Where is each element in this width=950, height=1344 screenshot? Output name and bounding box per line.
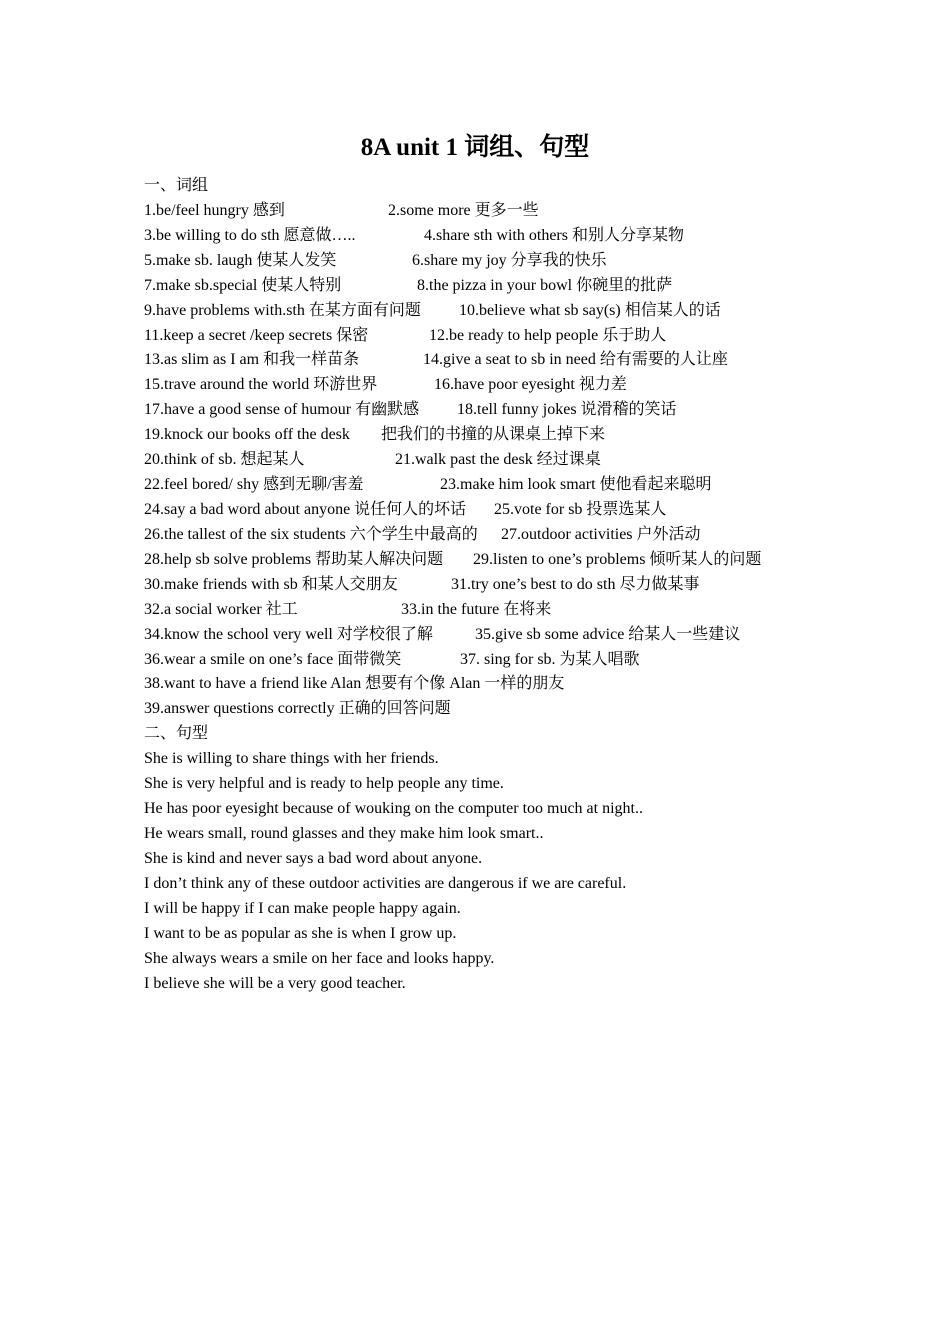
phrase-item: 把我们的书撞的从课桌上掉下来: [381, 426, 606, 444]
phrase-item: 7.make sb.special 使某人特别: [144, 276, 342, 294]
phrase-row: [144, 299, 864, 324]
phrase-item: 1.be/feel hungry 感到: [144, 201, 285, 219]
phrase-row: [144, 672, 864, 697]
phrase-item: 2.some more 更多一些: [388, 201, 539, 219]
phrase-item: 4.share sth with others 和别人分享某物: [424, 226, 684, 244]
sentence-item: He has poor eyesight because of wouking on the computer too much at night..: [144, 800, 643, 818]
document-body: [144, 174, 864, 996]
sentence-list: [144, 747, 864, 996]
section-heading-sentences: 二、句型: [144, 725, 209, 743]
phrase-row: [144, 249, 864, 274]
phrase-row: [144, 324, 864, 349]
phrase-item: 21.walk past the desk 经过课桌: [395, 451, 601, 469]
phrase-row: [144, 199, 864, 224]
phrase-item: 27.outdoor activities 户外活动: [501, 525, 701, 543]
sentence-item: She always wears a smile on her face and looks happy.: [144, 949, 495, 967]
phrase-row: [144, 548, 864, 573]
phrase-item: 17.have a good sense of humour 有幽默感: [144, 401, 420, 419]
phrase-item: 22.feel bored/ shy 感到无聊/害羞: [144, 476, 364, 494]
phrase-row: [144, 523, 864, 548]
phrase-item: 10.believe what sb say(s) 相信某人的话: [459, 301, 721, 319]
sentence-item: He wears small, round glasses and they make him look smart..: [144, 824, 544, 842]
phrase-row: [144, 274, 864, 299]
phrase-item: 5.make sb. laugh 使某人发笑: [144, 251, 337, 269]
phrase-row: [144, 498, 864, 523]
phrase-list: [144, 199, 864, 722]
sentence-item: I believe she will be a very good teacher.: [144, 974, 406, 992]
phrase-item: 12.be ready to help people 乐于助人: [429, 326, 667, 344]
phrase-item: 34.know the school very well 对学校很了解: [144, 625, 433, 643]
phrase-item: 29.listen to one’s problems 倾听某人的问题: [473, 550, 762, 568]
phrase-item: 25.vote for sb 投票选某人: [494, 500, 667, 518]
phrase-item: 13.as slim as I am 和我一样苗条: [144, 351, 360, 369]
page-title: 8A unit 1 词组、句型: [360, 134, 590, 161]
phrase-item: 11.keep a secret /keep secrets 保密: [144, 326, 369, 344]
phrase-row: [144, 224, 864, 249]
sentence-item: She is very helpful and is ready to help people any time.: [144, 775, 504, 793]
phrase-item: 38.want to have a friend like Alan 想要有个像 Alan 一样的朋友: [144, 675, 565, 693]
phrase-item: 8.the pizza in your bowl 你碗里的批萨: [417, 276, 673, 294]
phrase-row: [144, 448, 864, 473]
section-heading-phrases: 一、词组: [144, 177, 209, 194]
phrase-item: 36.wear a smile on one’s face 面带微笑: [144, 650, 402, 668]
phrase-item: 39.answer questions correctly 正确的回答问题: [144, 700, 451, 718]
phrase-item: 23.make him look smart 使他看起来聪明: [440, 476, 712, 494]
sentence-item: She is kind and never says a bad word about anyone.: [144, 849, 483, 867]
phrase-item: 28.help sb solve problems 帮助某人解决问题: [144, 550, 444, 568]
phrase-item: 30.make friends with sb 和某人交朋友: [144, 575, 398, 593]
phrase-row: [144, 473, 864, 498]
phrase-row: [144, 348, 864, 373]
phrase-item: 9.have problems with.sth 在某方面有问题: [144, 301, 421, 319]
phrase-item: 32.a social worker 社工: [144, 600, 298, 618]
phrase-item: 24.say a bad word about anyone 说任何人的坏话: [144, 500, 467, 518]
phrase-item: 19.knock our books off the desk: [144, 426, 350, 444]
phrase-row: [144, 423, 864, 448]
sentence-item: I will be happy if I can make people happy again.: [144, 899, 461, 917]
phrase-item: 14.give a seat to sb in need 给有需要的人让座: [423, 351, 728, 369]
phrase-item: 16.have poor eyesight 视力差: [434, 376, 627, 394]
phrase-row: [144, 697, 864, 722]
phrase-item: 33.in the future 在将来: [401, 600, 552, 618]
phrase-row: [144, 598, 864, 623]
phrase-item: 6.share my joy 分享我的快乐: [412, 251, 607, 269]
phrase-row: [144, 373, 864, 398]
sentence-item: I want to be as popular as she is when I grow up.: [144, 924, 457, 942]
phrase-item: 35.give sb some advice 给某人一些建议: [475, 625, 741, 643]
phrase-row: [144, 623, 864, 648]
phrase-row: [144, 573, 864, 598]
phrase-item: 31.try one’s best to do sth 尽力做某事: [451, 575, 700, 593]
phrase-item: 26.the tallest of the six students 六个学生中最高的: [144, 525, 478, 543]
sentence-item: I don’t think any of these outdoor activities are dangerous if we are careful.: [144, 874, 627, 892]
phrase-item: 18.tell funny jokes 说滑稽的笑话: [457, 401, 677, 419]
phrase-item: 20.think of sb. 想起某人: [144, 451, 305, 469]
sentence-item: She is willing to share things with her friends.: [144, 750, 439, 768]
phrase-item: 3.be willing to do sth 愿意做…..: [144, 226, 356, 244]
phrase-item: 15.trave around the world 环游世界: [144, 376, 378, 394]
phrase-item: 37. sing for sb. 为某人唱歌: [460, 650, 640, 668]
phrase-row: [144, 648, 864, 673]
phrase-row: [144, 398, 864, 423]
